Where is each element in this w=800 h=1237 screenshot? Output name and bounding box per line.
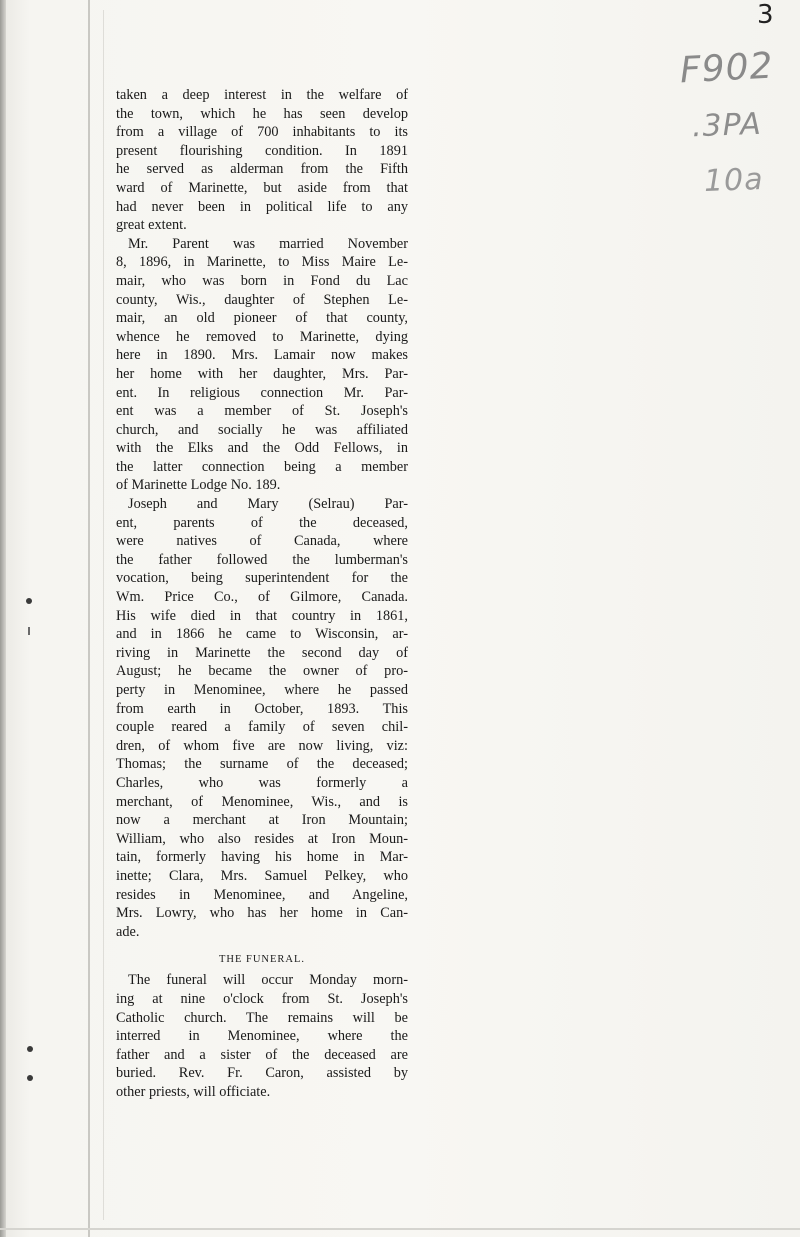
text-line: other priests, will officiate. <box>116 1083 271 1100</box>
text-line: resides in Menominee, and Angeline, <box>116 886 408 903</box>
text-line: whence he removed to Marinette, dying <box>116 328 408 345</box>
text-line: Joseph and Mary (Selrau) Par- <box>128 496 408 513</box>
text-line: Charles, who was formerly a <box>116 774 408 791</box>
text-line: Mr. Parent was married November <box>128 235 408 252</box>
text-line: Catholic church. The remains will be <box>116 1009 408 1026</box>
punch-hole-mark <box>27 1046 33 1052</box>
text-line: the town, which he has seen develop <box>116 105 408 122</box>
call-number-annotation: F902 <box>678 45 775 92</box>
text-line: 8, 1896, in Marinette, to Miss Maire Le- <box>116 254 408 271</box>
text-line: vocation, being superintendent for the <box>116 570 408 587</box>
column-rule <box>88 0 90 1237</box>
text-line: interred in Menominee, where the <box>116 1028 408 1045</box>
text-line: church, and socially he was affiliated <box>116 421 408 438</box>
text-line: August; he became the owner of pro- <box>116 663 408 680</box>
text-line: dren, of whom five are now living, viz: <box>116 737 408 754</box>
call-number-annotation: .3PA <box>691 106 763 145</box>
text-line: riving in Marinette the second day of <box>116 644 408 661</box>
text-line: Mrs. Lowry, who has her home in Can- <box>116 905 408 922</box>
text-line: perty in Menominee, where he passed <box>116 682 408 698</box>
text-line: ent was a member of St. Joseph's <box>116 403 408 420</box>
text-line: had never been in political life to any <box>116 198 408 215</box>
text-line: here in 1890. Mrs. Lamair now makes <box>116 347 408 364</box>
text-line: great extent. <box>116 217 187 234</box>
text-line: ing at nine o'clock from St. Joseph's <box>116 990 408 1007</box>
text-line: ent, parents of the deceased, <box>116 514 408 531</box>
text-line: merchant, of Menominee, Wis., and is <box>116 793 408 810</box>
text-line: from a village of 700 inhabitants to its <box>116 124 408 141</box>
page-number-annotation: 3 <box>757 0 775 30</box>
punch-hole-mark <box>26 598 32 604</box>
text-line: of Marinette Lodge No. 189. <box>116 477 281 494</box>
text-line: were natives of Canada, where <box>116 533 408 550</box>
text-line: ent. In religious connection Mr. Par- <box>116 384 408 401</box>
article-paragraph <box>116 495 408 941</box>
text-line: mair, an old pioneer of that county, <box>116 310 408 327</box>
text-line: William, who also resides at Iron Moun- <box>116 830 408 847</box>
text-line: father and a sister of the deceased are <box>116 1046 408 1063</box>
obituary-article <box>116 86 408 1101</box>
text-line: taken a deep interest in the welfare of <box>116 87 408 103</box>
call-number-annotation: 10a <box>703 161 765 200</box>
text-line: couple reared a family of seven chil- <box>116 719 408 736</box>
article-paragraph <box>116 971 408 1101</box>
text-line: now a merchant at Iron Mountain; <box>116 812 408 829</box>
article-paragraph <box>116 235 408 495</box>
margin-tick-mark <box>28 627 30 635</box>
text-line: Wm. Price Co., of Gilmore, Canada. <box>116 589 408 606</box>
text-line: present flourishing condition. In 1891 <box>116 142 408 159</box>
binding-edge <box>0 0 6 1237</box>
text-line: with the Elks and the Odd Fellows, in <box>116 440 408 457</box>
punch-hole-mark <box>27 1075 33 1081</box>
text-line: the latter connection being a member <box>116 458 408 475</box>
text-line: he served as alderman from the Fifth <box>116 161 408 178</box>
column-rule-faint <box>103 10 104 1220</box>
article-paragraph <box>116 86 408 235</box>
text-line: and in 1866 he came to Wisconsin, ar- <box>116 626 408 643</box>
text-line: her home with her daughter, Mrs. Par- <box>116 365 408 382</box>
text-line: from earth in October, 1893. This <box>116 700 408 717</box>
section-heading: THE FUNERAL. <box>218 954 306 966</box>
text-line: His wife died in that country in 1861, <box>116 607 408 624</box>
text-line: mair, who was born in Fond du Lac <box>116 272 408 289</box>
bottom-edge <box>0 1228 800 1230</box>
text-line: Thomas; the surname of the deceased; <box>116 756 408 773</box>
text-line: the father followed the lumberman's <box>116 551 408 568</box>
text-line: inette; Clara, Mrs. Samuel Pelkey, who <box>116 867 408 884</box>
text-line: The funeral will occur Monday morn- <box>128 972 408 989</box>
text-line: tain, formerly having his home in Mar- <box>116 849 408 866</box>
text-line: ward of Marinette, but aside from that <box>116 179 408 196</box>
text-line: county, Wis., daughter of Stephen Le- <box>116 291 408 308</box>
text-line: ade. <box>116 923 140 940</box>
text-line: buried. Rev. Fr. Caron, assisted by <box>116 1065 408 1082</box>
